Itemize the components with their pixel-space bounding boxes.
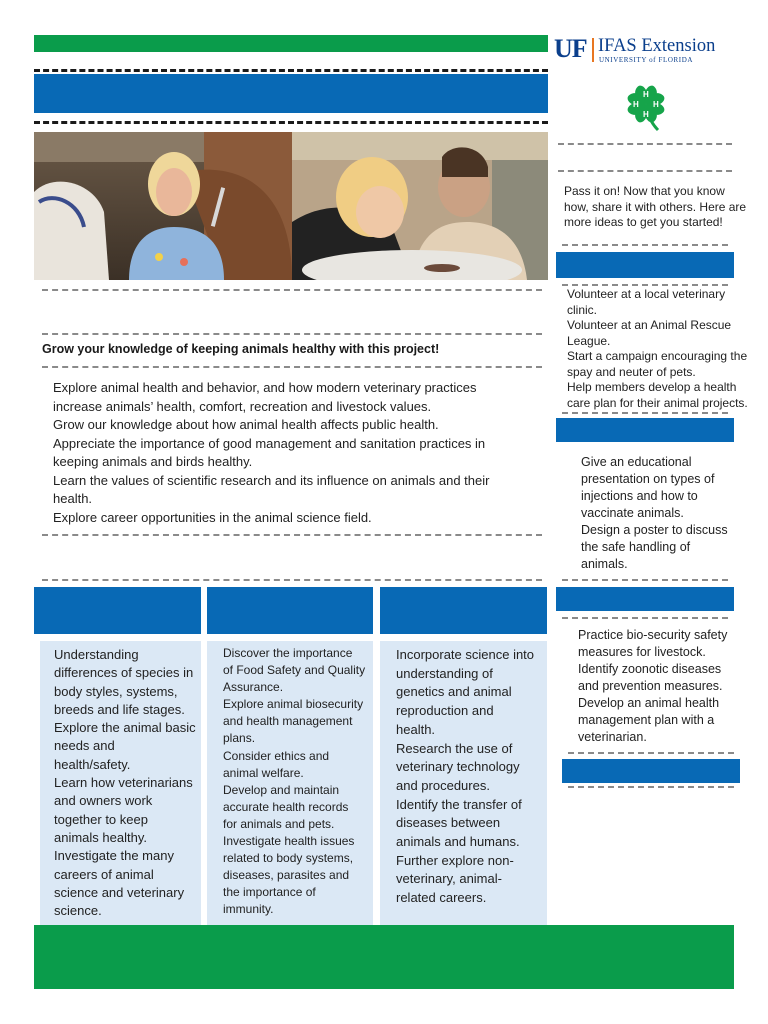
sidebar-header-2 — [556, 418, 734, 442]
column-line: plans. — [223, 731, 256, 746]
sidebar-item: and prevention measures. — [578, 679, 723, 693]
column-line: diseases, parasites and — [223, 868, 350, 883]
column-line: Learn how veterinarians — [54, 775, 193, 791]
column-3 — [380, 641, 547, 925]
column-line: the importance of — [223, 885, 316, 900]
sidebar-dash-7 — [562, 617, 728, 619]
column-1 — [40, 641, 201, 925]
sidebar-dash-2 — [558, 170, 732, 172]
sidebar-dash-5 — [562, 412, 728, 414]
column-line: of Food Safety and Quality — [223, 663, 366, 678]
column-line: immunity. — [223, 902, 274, 917]
sidebar-item: presentation on types of — [581, 472, 715, 486]
sidebar-item: the safe handling of — [581, 540, 691, 554]
column-line: and owners work — [54, 793, 153, 809]
column-line: accurate health records — [223, 799, 349, 814]
sidebar-item: Identify zoonotic diseases — [578, 662, 722, 676]
intro-line: Appreciate the importance of good management and sanitation practices in — [53, 435, 486, 451]
intro-bottom-dash — [42, 534, 542, 536]
intro-line: Learn the values of scientific research and its influence on animals and their — [53, 472, 490, 488]
column-line: together to keep — [54, 811, 148, 827]
sidebar-item: Volunteer at an Animal Rescue — [567, 318, 732, 332]
column-line: breeds and life stages. — [54, 701, 185, 717]
column-line: Investigate health issues — [223, 834, 355, 849]
sidebar-header-3 — [556, 587, 734, 611]
headline-top-dash — [42, 333, 542, 335]
four-h-clover-icon — [620, 78, 672, 132]
logo-divider — [592, 38, 594, 62]
column-line: Develop and maintain — [223, 782, 340, 797]
title-bottom-dash — [34, 121, 548, 124]
column-line: Consider ethics and — [223, 748, 330, 763]
svg-text:H: H — [643, 110, 649, 119]
intro-line: increase animals’ health, comfort, recreation and livestock values. — [53, 398, 432, 414]
column-1-header — [34, 587, 201, 634]
sidebar-dash-3 — [562, 244, 728, 246]
photo-bottom-dash — [42, 289, 542, 291]
column-line: animal welfare. — [223, 765, 304, 780]
sidebar-item: animals. — [581, 557, 628, 571]
sidebar-item: Design a poster to discuss — [581, 523, 728, 537]
column-2-body — [223, 645, 365, 919]
column-line: veterinary, animal- — [396, 871, 502, 887]
sidebar-item: Give an educational — [581, 455, 692, 469]
sidebar-item: spay and neuter of pets. — [567, 364, 696, 379]
sidebar-item: Practice bio-security safety — [578, 628, 728, 642]
column-line: careers of animal — [54, 866, 154, 882]
sidebar-dash-8 — [568, 752, 734, 754]
column-line: and procedures. — [396, 777, 490, 793]
sidebar-dash-6 — [562, 579, 728, 581]
column-3-header — [380, 587, 547, 634]
sidebar-item: measures for livestock. — [578, 645, 706, 659]
sidebar-item: Volunteer at a local veterinary — [567, 287, 726, 301]
intro-body — [53, 379, 543, 527]
sidebar-item: management plan with a — [578, 713, 715, 727]
intro-line: Explore career opportunities in the animal science field. — [53, 509, 372, 525]
column-line: veterinary technology — [396, 759, 520, 775]
column-line: Identify the transfer of — [396, 796, 522, 812]
top-green-bar — [34, 35, 548, 52]
column-line: Further explore non- — [396, 852, 514, 868]
column-line: diseases between — [396, 815, 501, 831]
sidebar-item: injections and how to — [581, 489, 698, 503]
column-line: health/safety. — [54, 756, 131, 772]
column-line: Incorporate science into — [396, 647, 535, 662]
column-line: reproduction and — [396, 703, 494, 719]
title-top-dash — [34, 69, 548, 72]
column-2 — [207, 641, 373, 925]
column-line: Assurance. — [223, 680, 284, 695]
column-line: understanding of — [396, 665, 493, 681]
column-line: body styles, systems, — [54, 683, 178, 699]
svg-text:H: H — [633, 100, 639, 109]
column-line: related to body systems, — [223, 851, 354, 866]
university-of-florida-text: UNIVERSITY of FLORIDA — [599, 56, 694, 64]
svg-text:H: H — [643, 90, 649, 99]
sidebar-item: League. — [567, 333, 611, 348]
sidebar-header-4 — [562, 759, 740, 783]
columns-top-dash — [42, 579, 542, 581]
column-line: health. — [396, 721, 436, 737]
sidebar-intro-line: Pass it on! Now that you know — [564, 184, 725, 198]
sidebar-header-1 — [556, 252, 734, 278]
column-line: and health management — [223, 714, 353, 729]
column-1-body — [54, 646, 196, 920]
column-line: Explore animal biosecurity — [223, 697, 364, 712]
column-line: needs and — [54, 738, 115, 754]
column-line: related careers. — [396, 890, 487, 906]
sidebar-dash-4 — [562, 284, 728, 286]
sidebar-dash-1 — [558, 143, 732, 145]
column-line: differences of species in — [54, 665, 194, 681]
column-line: science and veterinary — [54, 884, 185, 900]
vet-injection-horse-photo — [34, 132, 292, 280]
sidebar-section-3 — [578, 627, 738, 746]
column-line: Explore the animal basic — [54, 720, 196, 736]
sidebar-intro-line: how, share it with others. Here are — [564, 199, 747, 214]
column-line: Investigate the many — [54, 848, 174, 864]
column-line: genetics and animal — [396, 684, 512, 700]
title-blue-bar — [34, 74, 548, 113]
headline-bottom-dash — [42, 366, 542, 368]
column-line: Understanding — [54, 647, 139, 662]
ifas-extension-text: IFAS Extension — [598, 36, 716, 56]
column-line: Research the use of — [396, 740, 513, 756]
sidebar-item: Develop an animal health — [578, 696, 720, 710]
uf-ifas-logo — [554, 34, 754, 68]
svg-text:H: H — [653, 100, 659, 109]
uf-letters: UF — [554, 34, 587, 63]
intro-headline: Grow your knowledge of keeping animals healthy with this project! — [42, 342, 440, 356]
column-2-header — [207, 587, 373, 634]
sidebar-section-2 — [581, 454, 741, 573]
column-line: Discover the importance — [223, 646, 353, 660]
column-line: animals healthy. — [54, 829, 147, 845]
column-line: for animals and pets. — [223, 816, 335, 831]
sidebar-item: veterinarian. — [578, 730, 647, 744]
intro-line: Explore animal health and behavior, and how modern veterinary practices — [53, 380, 477, 395]
intro-line: keeping animals and birds healthy. — [53, 454, 253, 469]
sidebar-dash-9 — [568, 786, 734, 788]
sidebar-item: Help members develop a health — [567, 380, 737, 394]
sidebar-item: Start a campaign encouraging the — [567, 349, 748, 363]
intro-line: Grow our knowledge about how animal health affects public health. — [53, 417, 439, 432]
sidebar-item: vaccinate animals. — [581, 506, 684, 520]
bottom-green-bar — [34, 925, 734, 989]
sidebar-intro-line: more ideas to get you started! — [564, 215, 723, 229]
sidebar-section-1 — [567, 287, 747, 411]
column-line: animals and humans. — [396, 834, 520, 850]
column-line: science. — [54, 903, 102, 919]
intro-line: health. — [53, 491, 93, 506]
veterinarian-with-child-photo — [292, 132, 548, 280]
sidebar-item: care plan for their animal projects. — [567, 395, 748, 410]
sidebar-intro — [564, 184, 747, 231]
column-3-body — [396, 646, 534, 908]
sidebar-item: clinic. — [567, 302, 598, 317]
